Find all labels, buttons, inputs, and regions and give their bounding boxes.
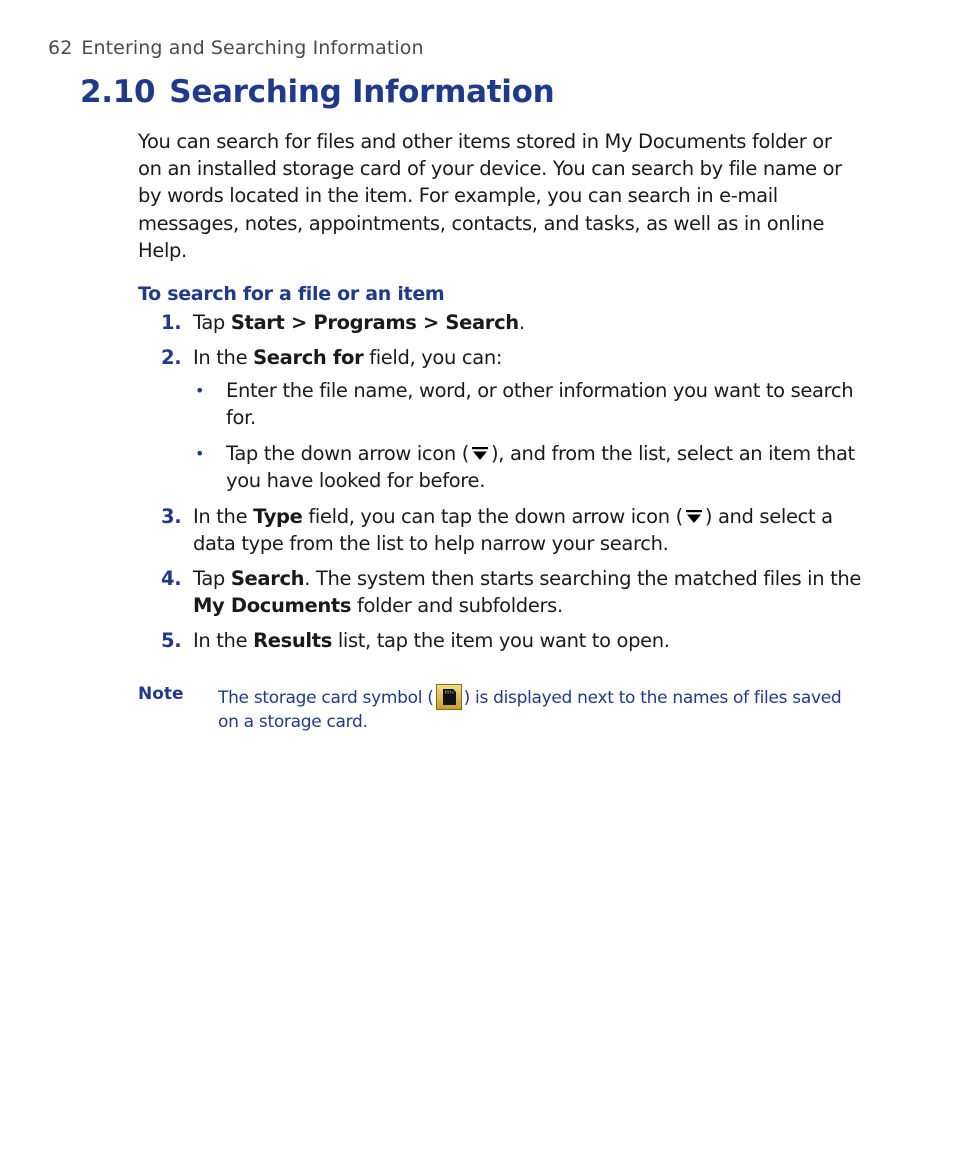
bullet-text-part: Tap the down arrow icon ( (226, 442, 469, 465)
bullet-text (226, 440, 866, 494)
down-arrow-icon (684, 508, 704, 526)
step-text-part: Tap (193, 311, 231, 334)
bullet-text-part: ), and from the list, select an item that you have looked for before. (226, 442, 855, 493)
note-label: Note (138, 684, 184, 704)
step-number: 1. (161, 311, 182, 334)
step-bold-text: Results (253, 629, 332, 652)
note-text (218, 684, 858, 734)
step-text-part: Tap (193, 567, 231, 590)
step-text-part: field, you can tap the down arrow icon ( (302, 505, 683, 528)
procedure-heading: To search for a file or an item (138, 283, 445, 305)
step-text-part: list, tap the item you want to open. (331, 629, 670, 652)
step-bold-text: Search for (253, 346, 364, 369)
step-bold-text: Start > Programs > Search (230, 311, 519, 334)
step-text-part: In the (193, 346, 254, 369)
step-text (193, 503, 863, 557)
step-bold-text: Search (230, 567, 305, 590)
note-text-part: The storage card symbol ( (218, 688, 434, 708)
step-text (193, 344, 863, 371)
step-text (193, 309, 863, 336)
step-number: 3. (161, 505, 182, 528)
step-number: 5. (161, 629, 182, 652)
step-text (193, 627, 863, 654)
intro-paragraph: You can search for files and other items stored in My Documents folder or on an installed storage card of your device. You can search by file name or by words located in the item. For example, you can search in e-mail messages, notes, appointments, contacts, and tasks, as well as in online Help. (138, 130, 842, 262)
bullet-text: Enter the file name, word, or other information you want to search for. (226, 379, 854, 430)
bullet-dot: • (195, 444, 205, 463)
step-text-part: folder and subfolders. (351, 594, 563, 618)
section-title-text: Searching Information (169, 74, 555, 110)
step-bold-text: My Documents (193, 594, 352, 618)
step-text-part: . The system then starts searching the matched files in the (304, 567, 862, 590)
step-text-part: In the (193, 505, 254, 528)
bullet-dot: • (195, 381, 205, 400)
step-number: 2. (161, 346, 182, 369)
page-number: 62 (48, 37, 73, 59)
step-text-part: . (518, 311, 525, 334)
step-number: 4. (161, 567, 182, 590)
down-arrow-icon (470, 445, 490, 463)
step-text-part: ) and select a data type from the list to help narrow your search. (193, 505, 833, 556)
chapter-title: Entering and Searching Information (81, 37, 424, 59)
step-bold-text: Type (253, 505, 303, 528)
storage-card-icon (436, 684, 462, 710)
section-title (80, 74, 554, 110)
step-text-part: field, you can: (363, 346, 503, 369)
running-head (48, 37, 424, 59)
step-text-part: In the (193, 629, 254, 652)
section-number: 2.10 (80, 74, 156, 110)
step-text (193, 565, 863, 619)
note-text-part: ) is displayed next to the names of files saved on a storage card. (218, 688, 842, 732)
